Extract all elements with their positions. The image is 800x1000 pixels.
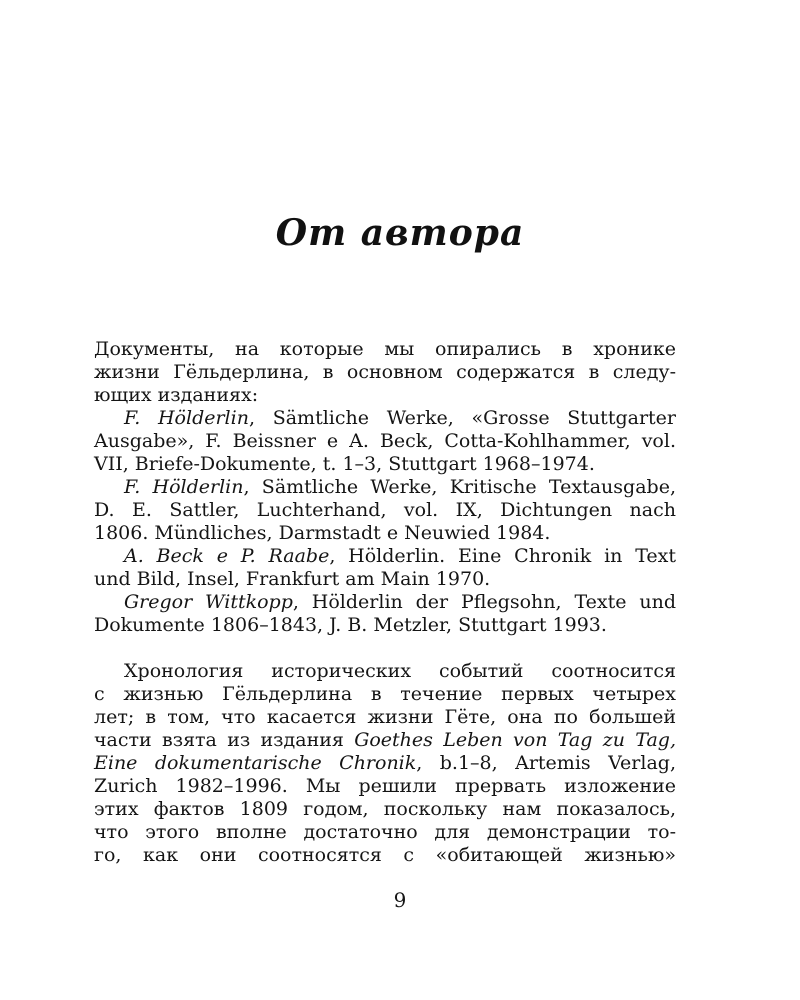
text-line: VII, Briefe-Dokumente, t. 1–3, Stuttgart 1968–1974.: [94, 453, 595, 475]
text-line: [94, 591, 676, 614]
text-line: [94, 729, 676, 752]
reference-author: Gregor Wittkopp: [124, 591, 293, 613]
text-line: und Bild, Insel, Frankfurt am Main 1970.: [94, 568, 491, 590]
reference-author: F. Hölderlin: [124, 476, 244, 498]
text-span: , b.1–8, Artemis Verlag,: [416, 752, 676, 774]
text-line: го, как они соотносятся с «обитающей жизнью»: [94, 844, 676, 866]
text-line: Zurich 1982–1996. Мы решили прервать изложение: [94, 775, 676, 797]
paragraph-intro: [94, 338, 676, 407]
text-line: этих фактов 1809 годом, поскольку нам показалось,: [94, 798, 676, 820]
reference-text: , Sämtliche Werke, «Grosse Stuttgarter: [248, 407, 676, 429]
page-number: 9: [393, 888, 407, 912]
reference-author: A. Beck e P. Raabe: [124, 545, 330, 567]
book-title: Eine dokumentarische Chronik: [94, 752, 417, 774]
text-line: Dokumente 1806–1843, J. B. Metzler, Stuttgart 1993.: [94, 614, 607, 636]
text-line: Хронология исторических событий соотносится: [124, 660, 676, 682]
reference-4: [94, 591, 676, 637]
text-line: жизни Гёльдерлина, в основном содержатся в следу-: [94, 361, 676, 383]
text-line: что этого вполне достаточно для демонстрации то-: [94, 821, 676, 843]
text-line: [94, 752, 676, 775]
book-title: Goethes Leben von Tag zu Tag,: [354, 729, 676, 751]
text-line: D. E. Sattler, Luchterhand, vol. IX, Dichtungen nach: [94, 499, 676, 521]
text-line: Документы, на которые мы опирались в хронике: [94, 338, 676, 360]
reference-1: [94, 407, 676, 476]
text-line: [94, 407, 676, 430]
paragraph-chronology: [94, 660, 676, 867]
text-line: [94, 476, 676, 499]
text-line: [94, 545, 676, 568]
reference-3: [94, 545, 676, 591]
reference-text: , Sämtliche Werke, Kritische Textausgabe,: [243, 476, 676, 498]
chapter-title: От автора: [275, 212, 525, 254]
text-line: лет; в том, что касается жизни Гёте, она по большей: [94, 706, 676, 728]
reference-text: , Hölderlin der Pflegsohn, Texte und: [292, 591, 676, 613]
text-span: части взята из издания: [94, 729, 355, 751]
reference-2: [94, 476, 676, 545]
text-line: с жизнью Гёльдерлина в течение первых четырех: [94, 683, 676, 705]
text-line: ющих изданиях:: [94, 384, 259, 406]
paragraph-gap: [94, 637, 676, 660]
reference-author: F. Hölderlin: [124, 407, 249, 429]
reference-text: , Hölderlin. Eine Chronik in Text: [329, 545, 676, 567]
body-text: [94, 338, 676, 867]
text-line: 1806. Mündliches, Darmstadt e Neuwied 1984.: [94, 522, 551, 544]
text-line: Ausgabe», F. Beissner e A. Beck, Cotta-Kohlhammer, vol.: [94, 430, 676, 452]
